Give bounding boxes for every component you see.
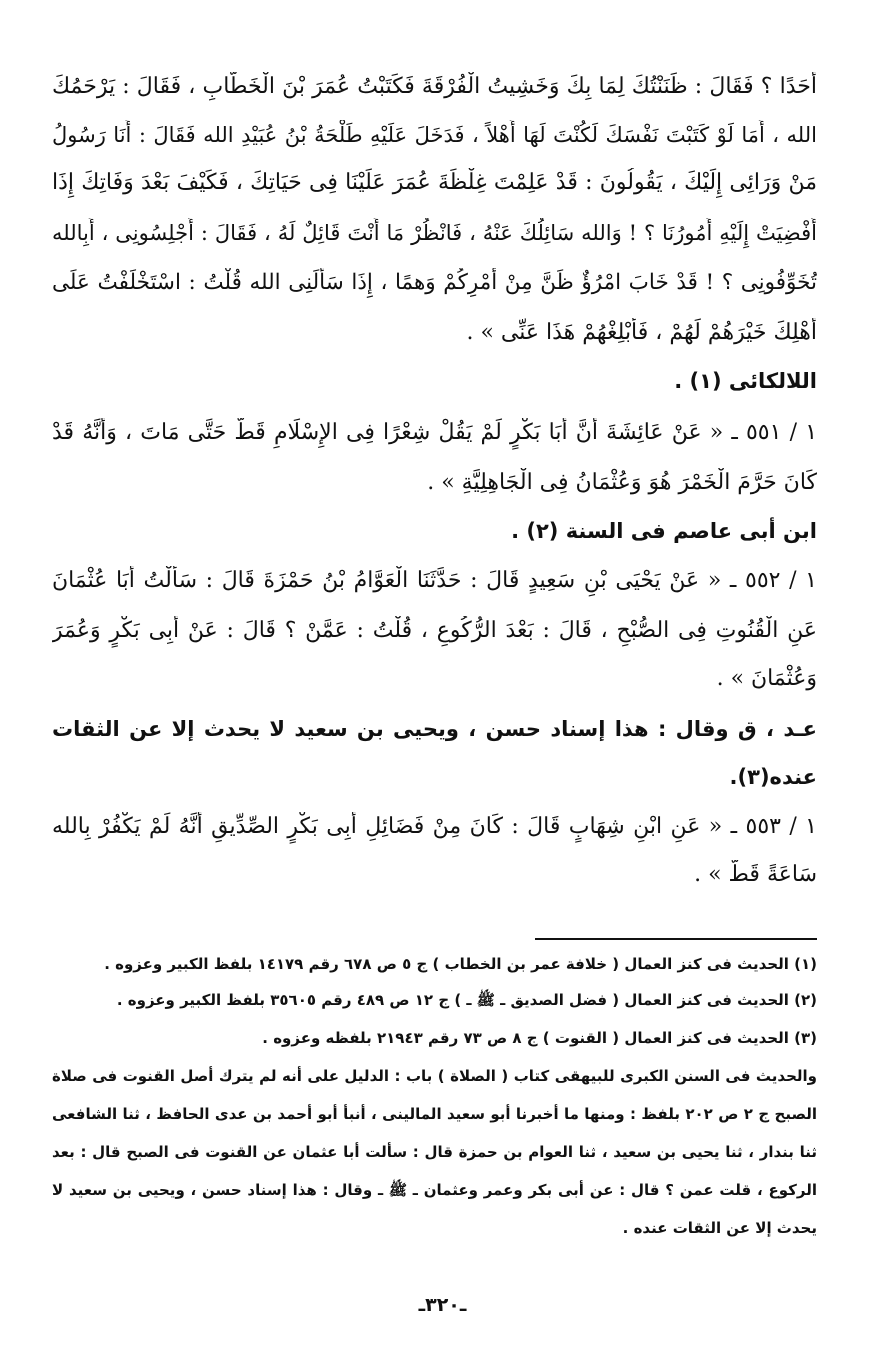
hadith-552-line: عَنِ الْقُنُوتِ فِى الصُّبْحِ ، قَالَ : بَعْدَ الرُّكُوعِ ، قُلْتُ : عَمَّنْ ؟ قَالَ : عَنْ أَبِى بَكْرٍ وَعُمَرَ xyxy=(52,618,817,643)
hadith-552-line: ١ / ٥٥٢ ـ « عَنْ يَحْيَى بْنِ سَعِيدٍ قَالَ : حَدَّثَنَا الْعَوَّامُ بْنُ حَمْزَةَ قَالَ : سَأَلْتُ أَبَا عُثْمَانَ xyxy=(52,568,817,593)
footnote-line: الركوع ، قلت عمن ؟ قال : عن أبى بكر وعمر وعثمان ـ ﷺ ـ وقال : هذا إسناد حسن ، ويحيى بن سعيد لا xyxy=(52,1181,817,1199)
text-line: مَنْ وَرَائِى إِلَيْكَ ، يَقُولُونَ : قَدْ عَلِمْتَ غِلْظَةَ عُمَرَ عَلَيْنَا فِى حَيَاتِكَ ، فَكَيْفَ بَعْدَ وَفَاتِكَ إِذَا xyxy=(52,170,817,195)
source-citation: عـد ، ق وقال : هذا إسناد حسن ، ويحيى بن سعيد لا يحدث إلا عن الثقات xyxy=(52,717,817,741)
source-citation: ابن أبى عاصم فى السنة (٢) . xyxy=(511,519,817,543)
footnote-line: (١) الحديث فى كنز العمال ( خلافة عمر بن الخطاب ) ج ٥ ص ٦٧٨ رقم ١٤١٧٩ بلفظ الكبير وعزوه . xyxy=(104,955,817,973)
text-line: الله ، أَمَا لَوْ كَتَبْتَ نَفْسَكَ لَكُنْتَ لَهَا أَهْلاً ، فَدَخَلَ عَلَيْهِ طَلْحَةُ بْنُ عُبَيْدِ الله فَقَالَ : أَنَا رَسُولُ xyxy=(52,123,817,147)
hadith-551-line: ١ / ٥٥١ ـ « عَنْ عَائِشَةَ أَنَّ أَبَا بَكْرٍ لَمْ يَقُلْ شِعْرًا فِى الإِسْلَامِ قَطُّ حَتَّى مَاتَ ، وَأَنَّهُ قَدْ xyxy=(52,420,817,445)
footnote-line: يحدث إلا عن الثقات عنده . xyxy=(622,1219,817,1237)
footnote-divider xyxy=(535,938,817,940)
source-citation: اللالكائى (١) . xyxy=(674,369,817,393)
text-line: أَحَدًا ؟ فَقَالَ : ظَنَنْتُكَ لِمَا بِكَ وَخَشِيتُ الْفُرْقَةَ فَكَتَبْتُ عُمَرَ بْنَ الْخَطَّابِ ، فَقَالَ : يَرْحَمُكَ xyxy=(52,74,817,99)
footnote-line: ثنا بندار ، ثنا يحيى بن سعيد ، ثنا العوام بن حمزة قال : سألت أبا عثمان عن القنوت فى الصبح قال : بعد xyxy=(52,1143,817,1161)
hadith-553-line: سَاعَةً قَطُّ » . xyxy=(694,862,817,887)
footnote-line: والحديث فى السنن الكبرى للبيهقى كتاب ( الصلاة ) باب : الدليل على أنه لم يترك أصل القنوت فى صلاة xyxy=(52,1067,817,1085)
footnote-line: الصبح ج ٢ ص ٢٠٢ بلفظ : ومنها ما أخبرنا أبو سعيد المالينى ، أنبأ أبو أحمد بن عدى الحافظ ، ثنا الشافعى xyxy=(52,1105,817,1123)
text-line: أَهْلِكَ خَيْرَهُمْ لَهُمْ ، فَأَبْلِغْهُمْ هَذَا عَنِّى » . xyxy=(466,320,817,345)
source-citation: عنده(٣). xyxy=(729,765,817,789)
hadith-552-line: وَعُثْمَانَ » . xyxy=(716,666,817,691)
text-line: أُفْضِيَتْ إِلَيْهِ أُمُورُنَا ؟ ! وَالله سَائِلُكَ عَنْهُ ، فَانْظُرْ مَا أَنْتَ قَائِلٌ لَهُ ، فَقَالَ : أَجْلِسُونِى ، أَبِالله xyxy=(52,221,817,245)
page-number: ـ٣٢٠ـ xyxy=(418,1294,467,1316)
text-line: تُخَوِّفُونِى ؟ ! قَدْ خَابَ امْرُؤٌ ظَنَّ مِنْ أَمْرِكُمْ وَهمًا ، إِذَا سَأَلَنِى الله قُلْتُ : اسْتَخْلَفْتُ عَلَى xyxy=(52,270,817,295)
hadith-551-line: كَانَ حَرَّمَ الْخَمْرَ هُوَ وَعُثْمَانُ فِى الْجَاهِلِيَّةِ » . xyxy=(427,470,817,495)
hadith-553-line: ١ / ٥٥٣ ـ « عَنِ ابْنِ شِهَابٍ قَالَ : كَانَ مِنْ فَضَائِلِ أَبِى بَكْرٍ الصِّدِّيقِ أَنَّهُ لَمْ يَكْفُرْ بِالله xyxy=(52,814,817,839)
footnote-line: (٢) الحديث فى كنز العمال ( فضل الصديق ـ ﷺ ـ ) ج ١٢ ص ٤٨٩ رقم ٣٥٦٠٥ بلفظ الكبير وعزوه . xyxy=(116,991,817,1009)
footnote-line: (٣) الحديث فى كنز العمال ( القنوت ) ج ٨ ص ٧٣ رقم ٢١٩٤٣ بلفظه وعزوه . xyxy=(262,1029,817,1047)
